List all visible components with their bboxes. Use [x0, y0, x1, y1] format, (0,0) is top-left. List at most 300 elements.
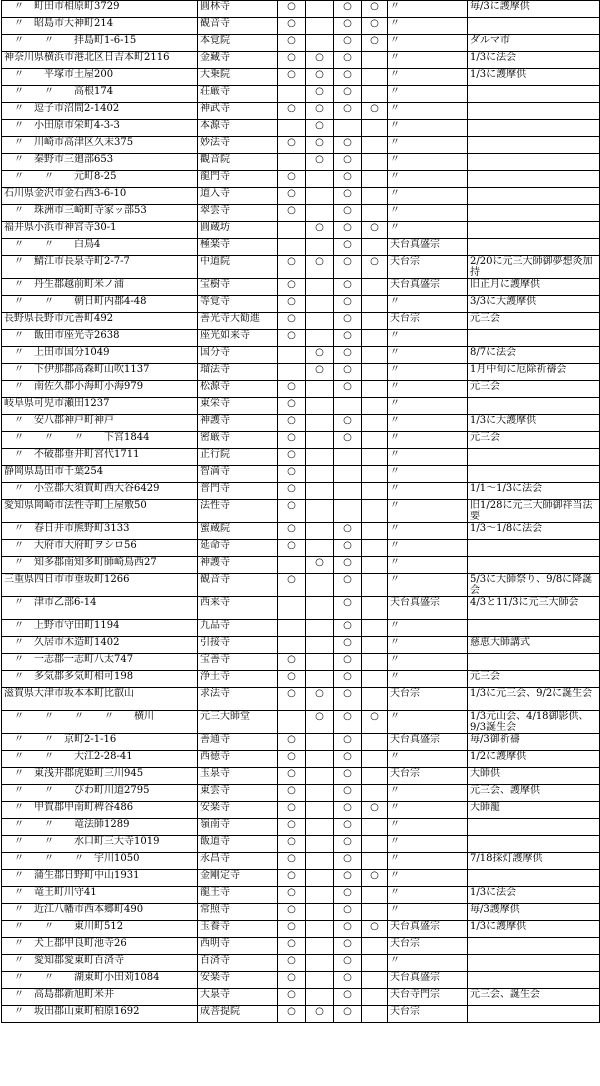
temple-name-cell: 本源寺 — [198, 120, 278, 137]
sect-cell: 〃 — [388, 415, 468, 432]
temple-name-cell: 龍王寺 — [198, 887, 278, 904]
temple-name-cell: 翠雲寺 — [198, 205, 278, 222]
table-row — [2, 398, 600, 415]
mark-cell-4 — [362, 69, 388, 86]
table-row — [2, 381, 600, 398]
mark-cell-1: ○ — [278, 751, 306, 768]
temple-name-cell: 国分寺 — [198, 347, 278, 364]
temple-name-cell: 大泉寺 — [198, 989, 278, 1006]
mark-cell-1: ○ — [278, 466, 306, 483]
sect-cell: 〃 — [388, 802, 468, 819]
mark-cell-1: ○ — [278, 734, 306, 751]
mark-cell-4 — [362, 86, 388, 103]
sect-cell: 〃 — [388, 751, 468, 768]
mark-cell-2 — [306, 836, 334, 853]
mark-cell-3: ○ — [334, 256, 362, 279]
mark-cell-3: ○ — [334, 205, 362, 222]
temple-name-cell: 求法寺 — [198, 688, 278, 711]
table-row — [2, 688, 600, 711]
mark-cell-1: ○ — [278, 955, 306, 972]
location-cell: 〃 上野市守田町1194 — [2, 620, 198, 637]
note-cell — [468, 540, 600, 557]
location-cell: 〃 〃 〃 〃 横川 — [2, 711, 198, 734]
sect-cell: 〃 — [388, 557, 468, 574]
mark-cell-3: ○ — [334, 279, 362, 296]
mark-cell-4 — [362, 989, 388, 1006]
mark-cell-2 — [306, 921, 334, 938]
mark-cell-4: ○ — [362, 1, 388, 18]
temple-name-cell: 神護寺 — [198, 557, 278, 574]
location-cell: 〃 小田原市栄町4-3-3 — [2, 120, 198, 137]
temple-name-cell: 成菩提院 — [198, 1006, 278, 1023]
temple-name-cell: 圓蔵坊 — [198, 222, 278, 239]
table-row — [2, 597, 600, 620]
mark-cell-4 — [362, 483, 388, 500]
location-cell: 〃 昭島市大神町214 — [2, 18, 198, 35]
mark-cell-2 — [306, 870, 334, 887]
table-row — [2, 870, 600, 887]
mark-cell-4 — [362, 637, 388, 654]
note-cell — [468, 171, 600, 188]
mark-cell-1: ○ — [278, 171, 306, 188]
location-cell: 〃 〃 湖東町小田苅1084 — [2, 972, 198, 989]
mark-cell-1: ○ — [278, 205, 306, 222]
temple-name-cell: 等覚寺 — [198, 296, 278, 313]
location-cell: 〃 坂田郡山東町柏原1692 — [2, 1006, 198, 1023]
mark-cell-4 — [362, 381, 388, 398]
sect-cell: 〃 — [388, 222, 468, 239]
mark-cell-2 — [306, 734, 334, 751]
mark-cell-1: ○ — [278, 540, 306, 557]
note-cell: 元三会、誕生会 — [468, 989, 600, 1006]
sect-cell: 〃 — [388, 364, 468, 381]
table-row — [2, 154, 600, 171]
sect-cell: 〃 — [388, 853, 468, 870]
table-row — [2, 500, 600, 523]
location-cell: 〃 愛知郡愛東町百済寺 — [2, 955, 198, 972]
note-cell: 3/3に大護摩供 — [468, 296, 600, 313]
table-row — [2, 137, 600, 154]
note-cell: 1/3に法会 — [468, 887, 600, 904]
temple-name-cell: 西徳寺 — [198, 751, 278, 768]
mark-cell-3: ○ — [334, 734, 362, 751]
sect-cell: 〃 — [388, 154, 468, 171]
location-cell: 〃 〃 京町2-1-16 — [2, 734, 198, 751]
sect-cell: 〃 — [388, 449, 468, 466]
temple-name-cell: 法性寺 — [198, 500, 278, 523]
mark-cell-2 — [306, 904, 334, 921]
location-cell: 〃 近江八幡市西本郷町490 — [2, 904, 198, 921]
mark-cell-4 — [362, 52, 388, 69]
temple-name-cell: 龍門寺 — [198, 171, 278, 188]
location-cell: 〃 鯖江市長泉寺町2-7-7 — [2, 256, 198, 279]
sect-cell: 天台真盛宗 — [388, 972, 468, 989]
sect-cell: 〃 — [388, 86, 468, 103]
mark-cell-2 — [306, 188, 334, 205]
sect-cell: 〃 — [388, 955, 468, 972]
note-cell: 1/3に大護摩供 — [468, 415, 600, 432]
sect-cell: 天台真盛宗 — [388, 239, 468, 256]
mark-cell-3: ○ — [334, 836, 362, 853]
note-cell — [468, 938, 600, 955]
mark-cell-1: ○ — [278, 904, 306, 921]
mark-cell-1: ○ — [278, 330, 306, 347]
mark-cell-4 — [362, 785, 388, 802]
location-cell: 滋賀県大津市坂本本町比叡山 — [2, 688, 198, 711]
temple-name-cell: 神武寺 — [198, 103, 278, 120]
mark-cell-3: ○ — [334, 688, 362, 711]
mark-cell-1: ○ — [278, 523, 306, 540]
sect-cell: 〃 — [388, 35, 468, 52]
mark-cell-2: ○ — [306, 688, 334, 711]
mark-cell-1: ○ — [278, 836, 306, 853]
mark-cell-4 — [362, 904, 388, 921]
mark-cell-2 — [306, 785, 334, 802]
mark-cell-1 — [278, 597, 306, 620]
temple-name-cell: 大乗院 — [198, 69, 278, 86]
mark-cell-3: ○ — [334, 921, 362, 938]
location-cell: 三重県四日市市垂坂町1266 — [2, 574, 198, 597]
mark-cell-2 — [306, 938, 334, 955]
mark-cell-2: ○ — [306, 711, 334, 734]
sect-cell: 〃 — [388, 836, 468, 853]
table-row — [2, 734, 600, 751]
sect-cell: 天台真盛宗 — [388, 279, 468, 296]
note-cell — [468, 557, 600, 574]
temple-name-cell: 元三大師堂 — [198, 711, 278, 734]
mark-cell-3: ○ — [334, 711, 362, 734]
table-row — [2, 364, 600, 381]
location-cell: 石川県金沢市金石西3-6-10 — [2, 188, 198, 205]
mark-cell-2 — [306, 802, 334, 819]
mark-cell-2 — [306, 597, 334, 620]
note-cell: 大師籠 — [468, 802, 600, 819]
mark-cell-1: ○ — [278, 574, 306, 597]
mark-cell-2 — [306, 449, 334, 466]
table-row — [2, 239, 600, 256]
mark-cell-4 — [362, 449, 388, 466]
mark-cell-1: ○ — [278, 819, 306, 836]
mark-cell-3: ○ — [334, 785, 362, 802]
mark-cell-4 — [362, 819, 388, 836]
mark-cell-2 — [306, 540, 334, 557]
temple-name-cell: 金剛定寺 — [198, 870, 278, 887]
mark-cell-1: ○ — [278, 52, 306, 69]
location-cell: 〃 大府市大府町ヲシロ56 — [2, 540, 198, 557]
mark-cell-4 — [362, 574, 388, 597]
note-cell: 毎/3護摩供 — [468, 904, 600, 921]
mark-cell-4 — [362, 557, 388, 574]
mark-cell-4 — [362, 171, 388, 188]
mark-cell-1: ○ — [278, 989, 306, 1006]
temple-name-cell: 瑠法寺 — [198, 364, 278, 381]
mark-cell-2 — [306, 432, 334, 449]
location-cell: 静岡県島田市千葉254 — [2, 466, 198, 483]
table-row — [2, 802, 600, 819]
mark-cell-3: ○ — [334, 381, 362, 398]
mark-cell-2: ○ — [306, 347, 334, 364]
table-row — [2, 540, 600, 557]
mark-cell-4 — [362, 540, 388, 557]
mark-cell-2: ○ — [306, 557, 334, 574]
note-cell: 1/3〜1/8に法会 — [468, 523, 600, 540]
temple-name-cell: 東栄寺 — [198, 398, 278, 415]
mark-cell-2 — [306, 483, 334, 500]
mark-cell-1: ○ — [278, 137, 306, 154]
sect-cell: 天台真盛宗 — [388, 734, 468, 751]
mark-cell-1 — [278, 364, 306, 381]
mark-cell-4 — [362, 887, 388, 904]
sect-cell: 〃 — [388, 637, 468, 654]
mark-cell-3 — [334, 449, 362, 466]
mark-cell-4 — [362, 154, 388, 171]
table-row — [2, 449, 600, 466]
mark-cell-3: ○ — [334, 18, 362, 35]
mark-cell-2: ○ — [306, 222, 334, 239]
sect-cell: 〃 — [388, 870, 468, 887]
mark-cell-2: ○ — [306, 103, 334, 120]
table-row — [2, 921, 600, 938]
location-cell: 神奈川県横浜市港北区日吉本町2116 — [2, 52, 198, 69]
table-row — [2, 483, 600, 500]
mark-cell-1: ○ — [278, 449, 306, 466]
location-cell: 〃 町田市相原町3729 — [2, 1, 198, 18]
sect-cell: 〃 — [388, 887, 468, 904]
sect-cell: 〃 — [388, 171, 468, 188]
note-cell — [468, 972, 600, 989]
mark-cell-2: ○ — [306, 1006, 334, 1023]
temple-name-cell: 神護寺 — [198, 415, 278, 432]
mark-cell-3: ○ — [334, 904, 362, 921]
mark-cell-2 — [306, 466, 334, 483]
mark-cell-2 — [306, 819, 334, 836]
mark-cell-1 — [278, 239, 306, 256]
mark-cell-2 — [306, 239, 334, 256]
mark-cell-4 — [362, 330, 388, 347]
temple-name-cell: 宝善寺 — [198, 654, 278, 671]
mark-cell-4 — [362, 853, 388, 870]
mark-cell-1: ○ — [278, 688, 306, 711]
sect-cell: 天台宗 — [388, 313, 468, 330]
mark-cell-1 — [278, 637, 306, 654]
mark-cell-3: ○ — [334, 802, 362, 819]
table-body — [2, 1, 600, 1023]
note-cell: 2/20に元三大師御夢想灸加持 — [468, 256, 600, 279]
location-cell: 福井県小浜市神宮寺30-1 — [2, 222, 198, 239]
mark-cell-3: ○ — [334, 222, 362, 239]
mark-cell-4: ○ — [362, 921, 388, 938]
temple-name-cell: 宝樹寺 — [198, 279, 278, 296]
note-cell — [468, 330, 600, 347]
note-cell: 毎/3に護摩供 — [468, 1, 600, 18]
mark-cell-1: ○ — [278, 1, 306, 18]
sect-cell: 〃 — [388, 69, 468, 86]
table-row — [2, 256, 600, 279]
temple-name-cell: 善通寺 — [198, 734, 278, 751]
table-row — [2, 768, 600, 785]
sect-cell: 天台宗 — [388, 938, 468, 955]
mark-cell-3: ○ — [334, 364, 362, 381]
table-row — [2, 188, 600, 205]
note-cell: 元三会 — [468, 381, 600, 398]
location-cell: 〃 平塚市土屋200 — [2, 69, 198, 86]
location-cell: 〃 東浅井郡虎姫町三川945 — [2, 768, 198, 785]
mark-cell-4 — [362, 654, 388, 671]
mark-cell-4 — [362, 688, 388, 711]
temple-name-cell: 観音寺 — [198, 18, 278, 35]
mark-cell-2 — [306, 415, 334, 432]
mark-cell-3: ○ — [334, 955, 362, 972]
mark-cell-3: ○ — [334, 654, 362, 671]
note-cell — [468, 137, 600, 154]
sect-cell: 〃 — [388, 188, 468, 205]
location-cell: 〃 〃 朝日町内郡4-48 — [2, 296, 198, 313]
mark-cell-1: ○ — [278, 671, 306, 688]
table-row — [2, 86, 600, 103]
location-cell: 〃 珠洲市三崎町寺家ッ部53 — [2, 205, 198, 222]
mark-cell-1: ○ — [278, 785, 306, 802]
mark-cell-4: ○ — [362, 256, 388, 279]
temple-name-cell: 道入寺 — [198, 188, 278, 205]
mark-cell-4: ○ — [362, 870, 388, 887]
temple-name-cell: 荘厳寺 — [198, 86, 278, 103]
location-cell: 〃 津市乙部6-14 — [2, 597, 198, 620]
table-row — [2, 415, 600, 432]
mark-cell-2 — [306, 171, 334, 188]
mark-cell-1 — [278, 347, 306, 364]
sect-cell: 〃 — [388, 540, 468, 557]
mark-cell-3: ○ — [334, 938, 362, 955]
mark-cell-2 — [306, 205, 334, 222]
mark-cell-1: ○ — [278, 256, 306, 279]
location-cell: 〃 竜王町川守41 — [2, 887, 198, 904]
note-cell: 1/1〜1/3に法会 — [468, 483, 600, 500]
mark-cell-1: ○ — [278, 887, 306, 904]
mark-cell-3: ○ — [334, 523, 362, 540]
note-cell — [468, 239, 600, 256]
mark-cell-2: ○ — [306, 86, 334, 103]
mark-cell-2 — [306, 18, 334, 35]
mark-cell-3: ○ — [334, 671, 362, 688]
location-cell: 〃 〃 拝島町1-6-15 — [2, 35, 198, 52]
sect-cell: 〃 — [388, 52, 468, 69]
location-cell: 〃 飯田市座光寺2638 — [2, 330, 198, 347]
mark-cell-4 — [362, 364, 388, 381]
mark-cell-2: ○ — [306, 256, 334, 279]
location-cell: 岐阜県可児市瀬田1237 — [2, 398, 198, 415]
mark-cell-1: ○ — [278, 853, 306, 870]
mark-cell-4 — [362, 671, 388, 688]
sect-cell: 〃 — [388, 711, 468, 734]
mark-cell-2 — [306, 972, 334, 989]
mark-cell-4 — [362, 432, 388, 449]
sect-cell: 天台宗 — [388, 768, 468, 785]
location-cell: 〃 〃 〃 宇川1050 — [2, 853, 198, 870]
table-row — [2, 711, 600, 734]
mark-cell-4 — [362, 523, 388, 540]
table-row — [2, 432, 600, 449]
temple-name-cell: 中道院 — [198, 256, 278, 279]
mark-cell-3: ○ — [334, 69, 362, 86]
mark-cell-3: ○ — [334, 540, 362, 557]
table-row — [2, 887, 600, 904]
sect-cell: 〃 — [388, 296, 468, 313]
note-cell — [468, 154, 600, 171]
location-cell: 〃 知多郡南知多町師崎鳥西27 — [2, 557, 198, 574]
note-cell — [468, 1006, 600, 1023]
temple-name-cell: 西明寺 — [198, 938, 278, 955]
temple-name-cell: 本覚院 — [198, 35, 278, 52]
mark-cell-4 — [362, 398, 388, 415]
table-row — [2, 347, 600, 364]
mark-cell-4 — [362, 188, 388, 205]
note-cell: 1/3に法会 — [468, 52, 600, 69]
sect-cell: 〃 — [388, 398, 468, 415]
note-cell: 慈恵大師講式 — [468, 637, 600, 654]
mark-cell-4 — [362, 972, 388, 989]
mark-cell-4: ○ — [362, 103, 388, 120]
mark-cell-4 — [362, 296, 388, 313]
location-cell: 〃 高島郡新旭町米井 — [2, 989, 198, 1006]
sect-cell: 天台宗 — [388, 688, 468, 711]
mark-cell-2 — [306, 637, 334, 654]
table-row — [2, 35, 600, 52]
mark-cell-3 — [334, 120, 362, 137]
location-cell: 〃 逗子市沼間2-1402 — [2, 103, 198, 120]
mark-cell-3: ○ — [334, 574, 362, 597]
mark-cell-4 — [362, 938, 388, 955]
mark-cell-1: ○ — [278, 483, 306, 500]
mark-cell-1: ○ — [278, 500, 306, 523]
mark-cell-1: ○ — [278, 188, 306, 205]
mark-cell-3: ○ — [334, 52, 362, 69]
table-row — [2, 751, 600, 768]
temple-name-cell: 飯道寺 — [198, 836, 278, 853]
mark-cell-4 — [362, 279, 388, 296]
temple-name-cell: 常照寺 — [198, 904, 278, 921]
note-cell — [468, 620, 600, 637]
table-row — [2, 103, 600, 120]
note-cell — [468, 819, 600, 836]
table-row — [2, 671, 600, 688]
location-cell: 〃 〃 竜法師1289 — [2, 819, 198, 836]
temple-name-cell: 松源寺 — [198, 381, 278, 398]
mark-cell-4: ○ — [362, 35, 388, 52]
mark-cell-4 — [362, 313, 388, 330]
mark-cell-3: ○ — [334, 154, 362, 171]
sect-cell: 〃 — [388, 330, 468, 347]
mark-cell-3: ○ — [334, 296, 362, 313]
note-cell: 旧正月に護摩供 — [468, 279, 600, 296]
temple-name-cell: 觀音院 — [198, 154, 278, 171]
mark-cell-4 — [362, 466, 388, 483]
mark-cell-2 — [306, 1, 334, 18]
mark-cell-3: ○ — [334, 1006, 362, 1023]
sect-cell: 〃 — [388, 137, 468, 154]
mark-cell-2 — [306, 296, 334, 313]
table-row — [2, 637, 600, 654]
mark-cell-3 — [334, 398, 362, 415]
sect-cell: 〃 — [388, 483, 468, 500]
temple-name-cell: 正行院 — [198, 449, 278, 466]
mark-cell-1: ○ — [278, 35, 306, 52]
mark-cell-2 — [306, 35, 334, 52]
mark-cell-3: ○ — [334, 239, 362, 256]
mark-cell-2 — [306, 313, 334, 330]
temple-name-cell: 永昌寺 — [198, 853, 278, 870]
mark-cell-1: ○ — [278, 381, 306, 398]
mark-cell-1 — [278, 222, 306, 239]
